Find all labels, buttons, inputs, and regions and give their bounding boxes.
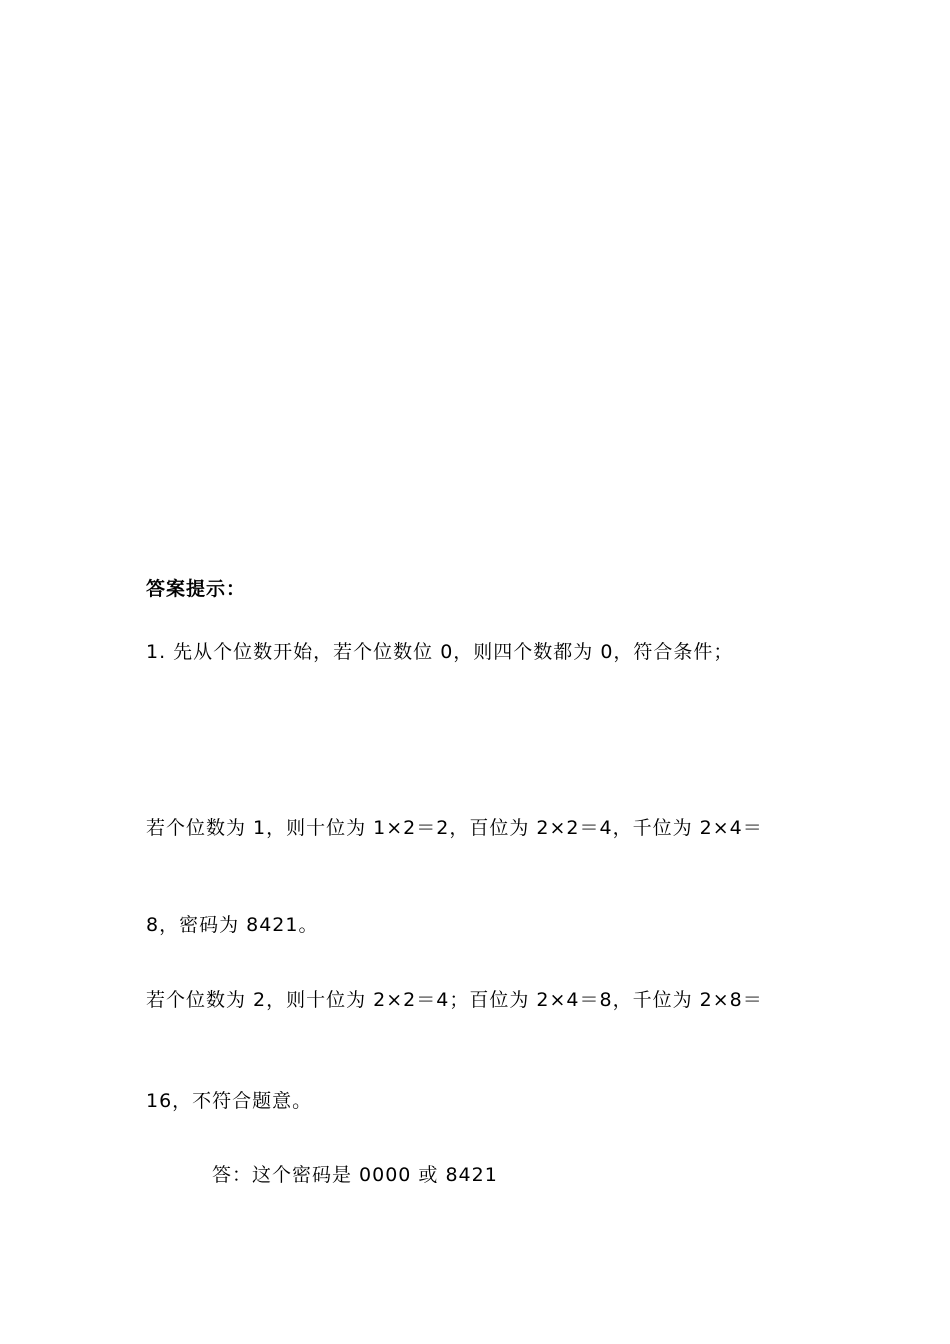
answer-hints-heading: 答案提示：	[146, 578, 247, 600]
final-answer: 答：这个密码是 0000 或 8421	[212, 1164, 498, 1186]
hint-line-4: 若个位数为 2，则十位为 2×2＝4；百位为 2×4＝8，千位为 2×8＝	[146, 989, 763, 1011]
hint-line-5: 16，不符合题意。	[146, 1090, 313, 1112]
hint-line-3: 8，密码为 8421。	[146, 914, 319, 936]
hint-line-1: 1. 先从个位数开始，若个位数位 0，则四个数都为 0，符合条件；	[146, 641, 734, 663]
hint-line-2: 若个位数为 1，则十位为 1×2＝2，百位为 2×2＝4，千位为 2×4＝	[146, 817, 763, 839]
